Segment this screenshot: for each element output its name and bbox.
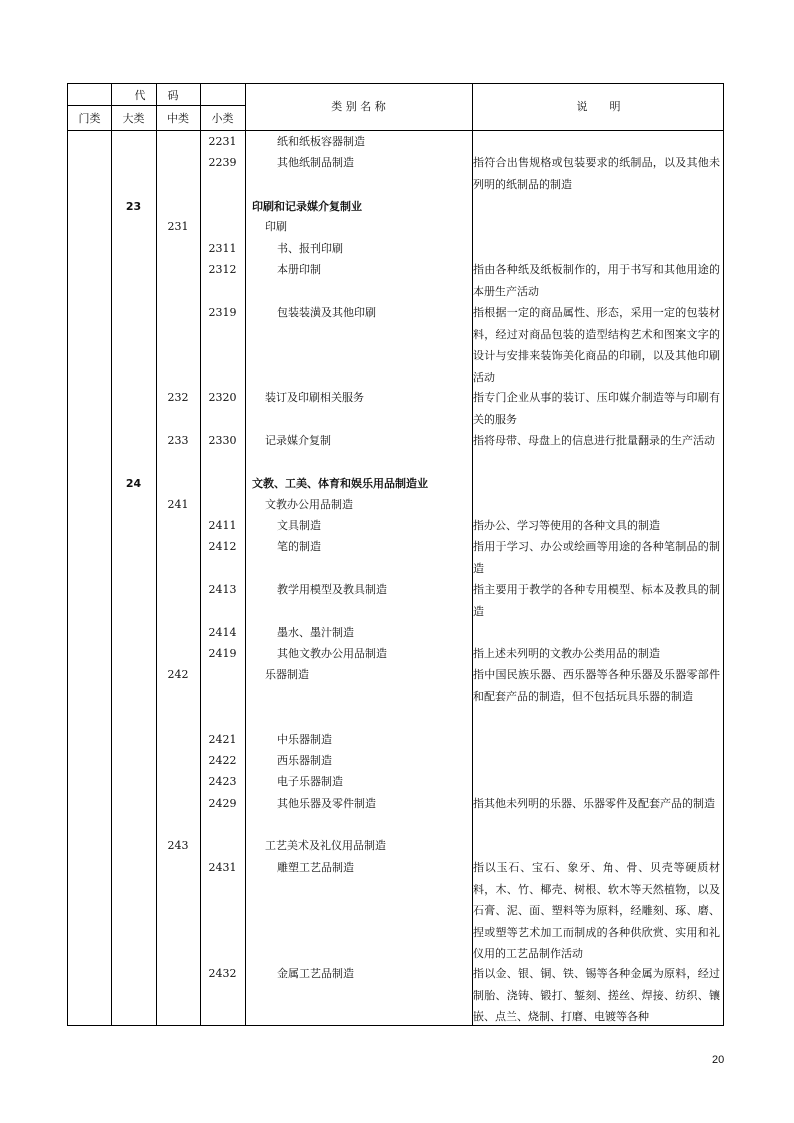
category-description: 指主要用于教学的各种专用模型、标本及教具的制造 [473, 583, 720, 618]
mid-code: 233 [167, 434, 189, 447]
category-name: 记录媒介复制 [265, 434, 331, 447]
header-zhonglei: 中类 [167, 112, 189, 125]
category-description: 指中国民族乐器、西乐器等各种乐器及乐器零部件和配套产品的制造，但不包括玩具乐器的制造 [473, 668, 720, 703]
small-code: 2432 [208, 967, 237, 980]
small-code: 2231 [208, 135, 237, 148]
category-name: 其他文教办公用品制造 [277, 647, 387, 660]
small-code: 2419 [208, 647, 237, 660]
header-xiaolei: 小类 [211, 112, 234, 125]
mid-code: 241 [167, 498, 189, 511]
small-code: 2431 [208, 861, 237, 874]
major-code: 24 [125, 477, 142, 490]
header-bottom-line [68, 130, 723, 131]
category-name: 本册印制 [277, 263, 321, 276]
small-code: 2412 [208, 540, 237, 553]
header-category-name: 类 别 名 称 [331, 100, 386, 113]
column-divider [111, 84, 112, 1025]
small-code: 2312 [208, 263, 237, 276]
mid-code: 243 [167, 839, 189, 852]
category-description: 指以玉石、宝石、象牙、角、骨、贝壳等硬质材料，木、竹、椰壳、树根、软木等天然植物，以及石膏、泥、面、塑料等为原料，经雕刻、琢、磨、捏或塑等艺术加工而制成的各种供欣赏、实用和礼仪用的工艺品制作活动 [473, 861, 720, 960]
small-code: 2413 [208, 583, 237, 596]
category-name: 金属工艺品制造 [277, 967, 354, 980]
page-number: 20 [712, 1054, 725, 1066]
category-description: 指符合出售规格或包装要求的纸制品，以及其他未列明的纸制品的制造 [473, 156, 720, 191]
small-code: 2330 [208, 434, 237, 447]
category-name: 文具制造 [277, 519, 321, 532]
category-name: 其他乐器及零件制造 [277, 797, 376, 810]
category-description: 指将母带、母盘上的信息进行批量翻录的生产活动 [473, 434, 715, 447]
mid-code: 232 [167, 391, 189, 404]
category-name: 墨水、墨汁制造 [277, 626, 354, 639]
small-code: 2319 [208, 306, 237, 319]
header-dalei: 大类 [122, 112, 145, 125]
category-name: 印刷 [265, 220, 287, 233]
category-name: 雕塑工艺品制造 [277, 861, 354, 874]
header-divider [68, 105, 245, 106]
category-name: 印刷和记录媒介复制业 [252, 200, 362, 213]
category-description: 指用于学习、办公或绘画等用途的各种笔制品的制造 [473, 540, 720, 575]
column-divider [245, 84, 246, 1025]
small-code: 2411 [208, 519, 237, 532]
category-name: 文教办公用品制造 [265, 498, 353, 511]
small-code: 2422 [208, 754, 237, 767]
category-name: 其他纸制品制造 [277, 156, 354, 169]
category-name: 西乐器制造 [277, 754, 332, 767]
category-name: 文教、工美、体育和娱乐用品制造业 [252, 477, 428, 490]
small-code: 2414 [208, 626, 237, 639]
category-name: 装订及印刷相关服务 [265, 391, 364, 404]
header-explanation: 说 明 [576, 100, 621, 113]
mid-code: 242 [167, 668, 189, 681]
small-code: 2429 [208, 797, 237, 810]
category-description: 指由各种纸及纸板制作的，用于书写和其他用途的本册生产活动 [473, 263, 720, 298]
small-code: 2311 [208, 242, 237, 255]
header-menlei: 门类 [78, 112, 101, 125]
category-description: 指专门企业从事的装订、压印媒介制造等与印刷有关的服务 [473, 391, 720, 426]
category-name: 电子乐器制造 [277, 775, 343, 788]
category-description: 指办公、学习等使用的各种文具的制造 [473, 519, 660, 532]
category-name: 教学用模型及教具制造 [277, 583, 387, 596]
category-name: 书、报刊印刷 [277, 242, 343, 255]
category-name: 乐器制造 [265, 668, 309, 681]
small-code: 2421 [208, 733, 237, 746]
category-description: 指以金、银、铜、铁、锡等各种金属为原料，经过制胎、浇铸、锻打、錾刻、搓丝、焊接、纺织、镶嵌、点兰、烧制、打磨、电镀等各种 [473, 967, 720, 1023]
category-name: 工艺美术及礼仪用品制造 [265, 839, 386, 852]
category-name: 包装装潢及其他印刷 [277, 306, 376, 319]
category-description: 指其他未列明的乐器、乐器零件及配套产品的制造 [473, 797, 715, 810]
small-code: 2320 [208, 391, 237, 404]
category-name: 中乐器制造 [277, 733, 332, 746]
category-description: 指上述未列明的文教办公类用品的制造 [473, 647, 660, 660]
major-code: 23 [125, 200, 142, 213]
classification-table [67, 83, 724, 1026]
category-description: 指根据一定的商品属性、形态，采用一定的包装材料，经过对商品包装的造型结构艺术和图案文字的设计与安排来装饰美化商品的印刷，以及其他印刷活动 [473, 306, 720, 384]
small-code: 2239 [208, 156, 237, 169]
category-name: 纸和纸板容器制造 [277, 135, 365, 148]
category-name: 笔的制造 [277, 540, 321, 553]
small-code: 2423 [208, 775, 237, 788]
mid-code: 231 [167, 220, 189, 233]
header-code: 代 码 [134, 89, 179, 102]
